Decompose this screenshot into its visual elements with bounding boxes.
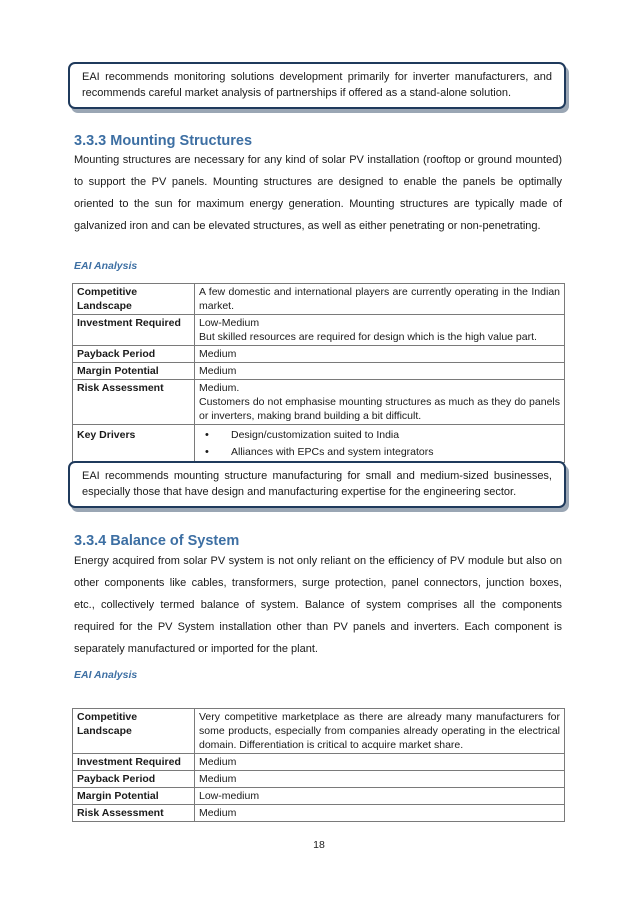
- row-value: [195, 315, 565, 346]
- row-value-line: Customers do not emphasise mounting structures as much as they do panels or inverters, making brand building a bit difficult.: [199, 396, 560, 422]
- row-value: [195, 380, 565, 425]
- row-value-line: Medium.: [199, 382, 240, 394]
- table-row: [73, 805, 565, 822]
- row-key: Margin Potential: [73, 363, 195, 380]
- row-value: [195, 425, 565, 463]
- row-value: Low-medium: [195, 788, 565, 805]
- table-row: [73, 754, 565, 771]
- row-key: Key Drivers: [73, 425, 195, 463]
- row-value-line: Low-Medium: [199, 317, 260, 329]
- row-value: A few domestic and international players are currently operating in the Indian market.: [195, 284, 565, 315]
- table-row: [73, 380, 565, 425]
- row-key: Competitive Landscape: [73, 709, 195, 754]
- table-row: [73, 709, 565, 754]
- key-drivers-list: [199, 428, 560, 459]
- section-heading-mounting-structures: 3.3.3 Mounting Structures: [74, 133, 253, 149]
- section-body-mounting-structures: Mounting structures are necessary for any kind of solar PV installation (rooftop or ground mounted) to support the PV panels. Mounting structures are designed to enable the panels be optimally oriented to the sun for maximum energy generation. Mounting structures are typically made of galvanized iron and can be elevated structures, as well as either penetrating or non-penetrating.: [74, 154, 562, 232]
- eai-analysis-label: EAI Analysis: [74, 669, 138, 681]
- eai-analysis-label: EAI Analysis: [74, 260, 138, 272]
- recommendation-callout-mounting: [68, 461, 566, 508]
- table-row: [73, 346, 565, 363]
- recommendation-callout-monitoring: [68, 62, 566, 109]
- section-heading-balance-of-system: 3.3.4 Balance of System: [74, 533, 240, 549]
- table-row: [73, 363, 565, 380]
- list-item: • Alliances with EPCs and system integrators: [199, 445, 560, 459]
- row-value: Medium: [195, 363, 565, 380]
- row-key: Payback Period: [73, 771, 195, 788]
- table-row: [73, 315, 565, 346]
- table-row: [73, 284, 565, 315]
- callout-text: EAI recommends mounting structure manufacturing for small and medium-sized businesses, especially those that have design and manufacturing expertise for the engineering sector.: [82, 470, 552, 498]
- section-body-balance-of-system: Energy acquired from solar PV system is not only reliant on the efficiency of PV module but also on other components like cables, transformers, surge protection, panel connectors, junction boxes, etc., collectively termed balance of system. Balance of system comprises all the components required for the PV System installation other than PV panels and inverters. Each component is separately manufactured or imported for the plant.: [74, 555, 562, 655]
- row-key: Investment Required: [73, 754, 195, 771]
- table-row: [73, 425, 565, 463]
- table-row: [73, 788, 565, 805]
- row-value: Very competitive marketplace as there are already many manufacturers for some products, especially from companies already operating in the electrical domain. Differentiation is critical to acquire market share.: [195, 709, 565, 754]
- list-item: • Design/customization suited to India: [199, 428, 560, 442]
- row-value: Medium: [195, 346, 565, 363]
- row-value-line: But skilled resources are required for design which is the high value part.: [199, 331, 537, 343]
- row-key: Payback Period: [73, 346, 195, 363]
- row-value: Medium: [195, 805, 565, 822]
- row-key: Investment Required: [73, 315, 195, 346]
- row-value: Medium: [195, 754, 565, 771]
- page-number: 18: [313, 839, 325, 851]
- row-key: Risk Assessment: [73, 380, 195, 425]
- row-key: Competitive Landscape: [73, 284, 195, 315]
- eai-analysis-table-mounting: [72, 283, 565, 463]
- row-value: Medium: [195, 771, 565, 788]
- row-key: Margin Potential: [73, 788, 195, 805]
- callout-text: EAI recommends monitoring solutions development primarily for inverter manufacturers, and recommends careful market analysis of partnerships if offered as a stand-alone solution.: [82, 71, 552, 99]
- row-key: Risk Assessment: [73, 805, 195, 822]
- table-row: [73, 771, 565, 788]
- eai-analysis-table-bos: [72, 708, 565, 822]
